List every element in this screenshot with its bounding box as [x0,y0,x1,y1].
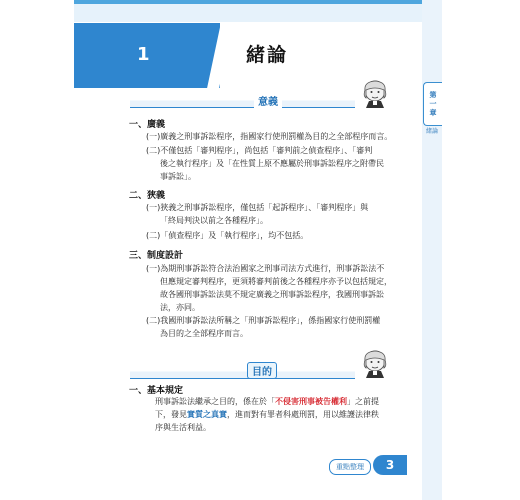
text-line [155,395,379,408]
heading-broad: 一、廣義 [129,120,166,130]
design-item-1 [146,262,392,314]
text-line: 法，亦同。 [160,303,200,312]
text-line: 但應規定審判程序，更須將審判前後之各種程序亦予以包括規定， [160,277,392,286]
text-span: ，進而對有罪者科處刑罰，用以維護法律秩 [227,410,379,419]
text-line: (一)廣義之刑事訴訟程序，指國家行使刑罰權為目的之全部程序而言。 [146,132,393,141]
header-band [74,4,422,22]
text-line: (二)我國刑事訴訟法所稱之「刑事訴訟程序」，係指國家行使刑罰權 [146,316,381,325]
side-tab-caption: 緒論 [425,128,438,135]
text-line: 為目的之全部程序而言。 [160,329,248,338]
judge-avatar-icon [360,348,390,378]
text-line: 序與生活利益。 [155,423,211,432]
text-line: (一)狹義之刑事訴訟程序，僅包括「起訴程序」、「審判程序」與 [146,203,369,212]
text-line [155,408,379,421]
text-line: 「終局判決以前之各種程序」。 [160,216,268,225]
heading-design: 三、制度設計 [129,251,184,261]
section-divider-purpose [130,366,355,379]
text-line: 事訴訟」。 [160,172,196,181]
text-span: 」之前提 [347,397,379,406]
narrow-item-2 [146,229,308,242]
highlight-red: 不侵害刑事被告權利 [275,397,347,406]
text-line: 後之執行程序」及「在性質上原不應屬於刑事訴訟程序之附帶民 [160,159,384,168]
footer-section-tag: 重點整理 [329,459,371,475]
heading-narrow: 二、狹義 [129,191,166,201]
chapter-side-tab[interactable] [423,82,442,126]
narrow-item-1 [146,201,368,227]
side-margin-strip [422,0,442,500]
text-span: 下，發見 [155,410,187,419]
broad-item-2 [146,144,384,183]
side-tab-char-3: 章 [429,108,437,117]
section-divider-meaning [130,95,355,108]
side-tab-char-1: 第 [429,90,437,99]
chapter-number: 1 [137,44,150,65]
section-title-meaning: 意義 [254,93,282,108]
page-number: 3 [373,455,407,475]
broad-item-1 [146,130,392,143]
design-item-2 [146,314,380,340]
heading-basic-rule: 一、基本規定 [129,386,184,396]
text-line: (一)為期刑事訴訟符合法治國家之刑事司法方式進行，刑事訴訟法不 [146,264,385,273]
highlight-blue: 實質之真實 [187,410,227,419]
text-line: (二)不僅包括「審判程序」，尚包括「審判前之偵查程序」、「審判 [146,146,373,155]
side-tab-char-2: 一 [429,99,437,108]
text-line: (二)「偵查程序」及「執行程序」，均不包括。 [146,231,309,240]
chapter-title: 緒論 [246,44,289,66]
section-title-purpose: 目的 [247,362,277,379]
basic-rule-paragraph [155,395,379,434]
judge-avatar-icon [360,78,390,108]
text-span: 刑事訴訟法繼承之目的，係在於「 [155,397,275,406]
text-line: 故各國刑事訴訟法莫不規定廣義之刑事訴訟程序，我國刑事訴訟 [160,290,384,299]
